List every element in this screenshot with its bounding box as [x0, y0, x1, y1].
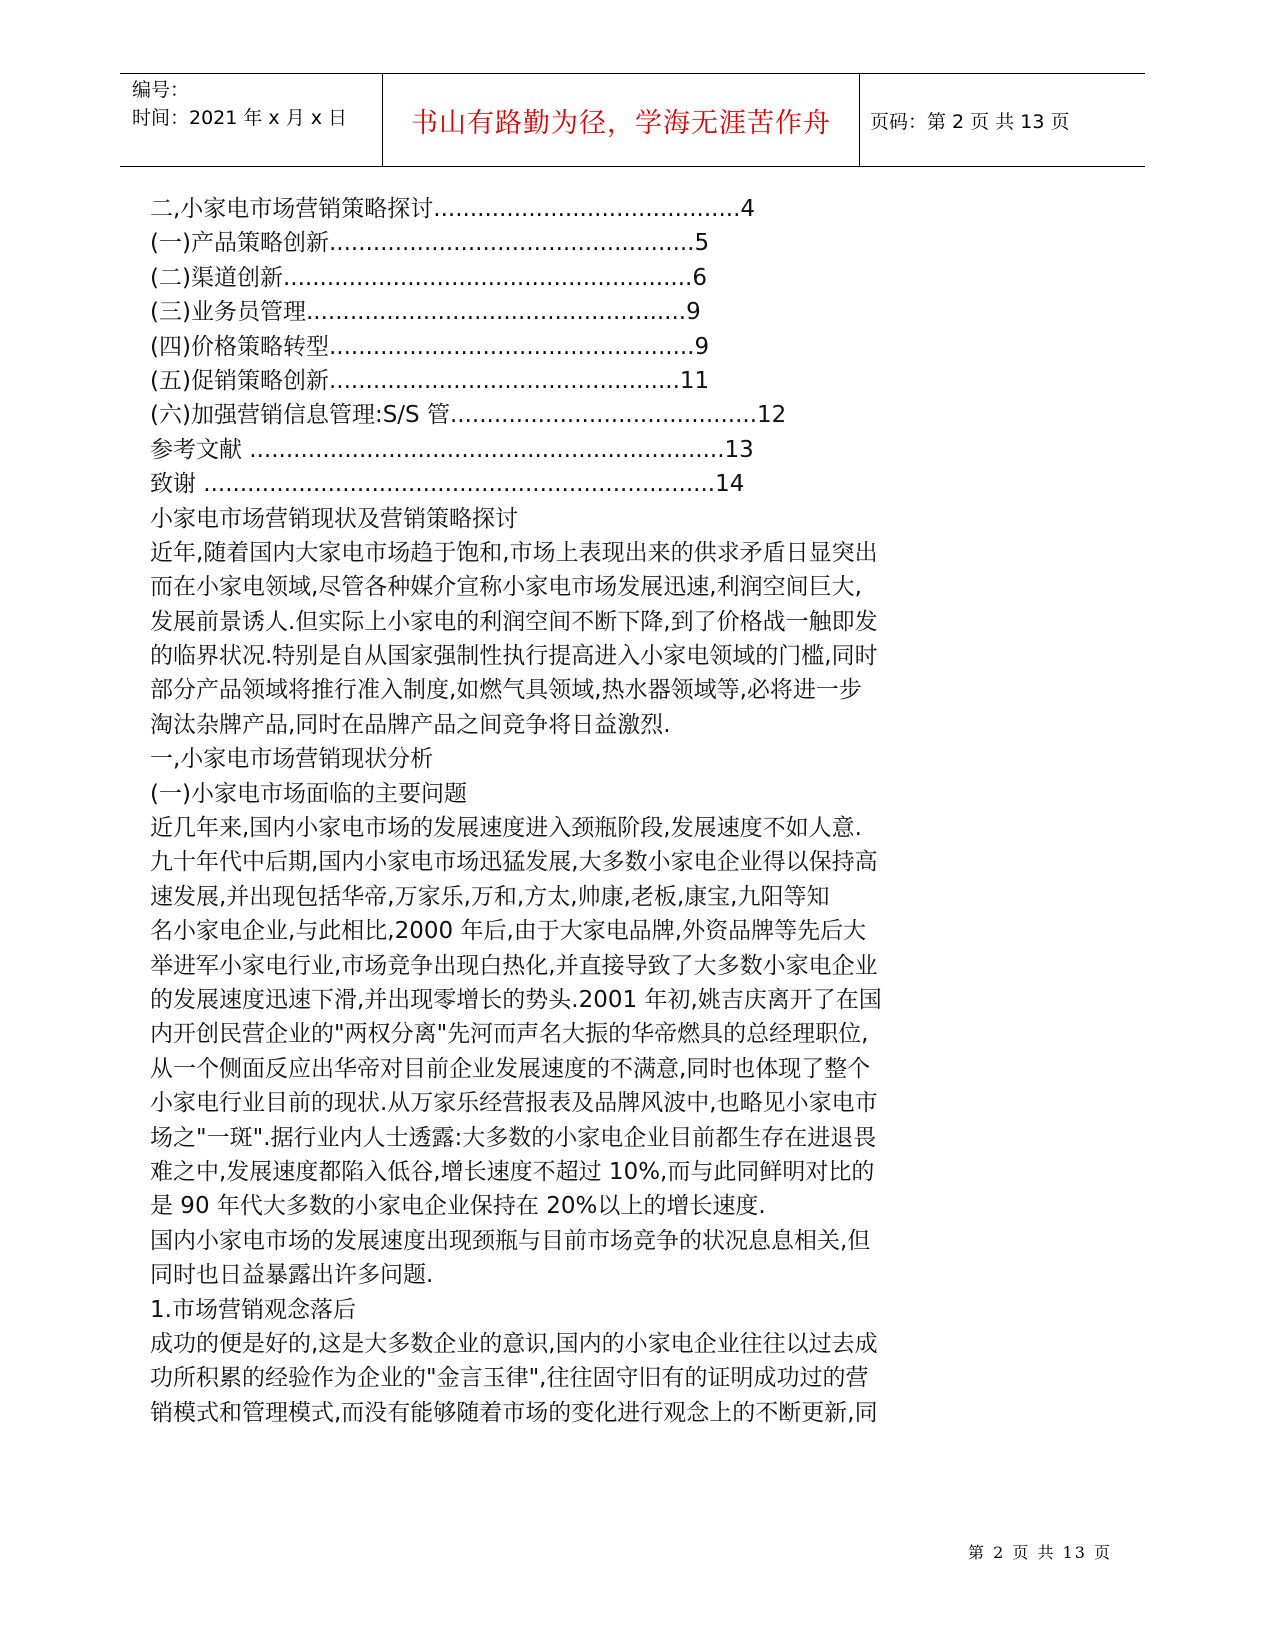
toc-entry: 二,小家电市场营销策略探讨..........................................4	[150, 196, 756, 222]
header-page-number: 页码：第 2 页 共 13 页	[870, 110, 1070, 133]
toc-entry: 致谢 ......................................................................14	[150, 471, 745, 498]
document-title: 小家电市场营销现状及营销策略探讨	[150, 505, 518, 532]
text-line: 是 90 年代大多数的小家电企业保持在 20%以上的增长速度.	[150, 1193, 766, 1220]
text-line: 的临界状况.特别是自从国家强制性执行提高进入小家电领域的门槛,同时	[150, 643, 878, 670]
toc-entry: (一)产品策略创新..................................................5	[150, 230, 710, 257]
text-line: 而在小家电领域,尽管各种媒介宣称小家电市场发展迅速,利润空间巨大,	[150, 574, 862, 601]
text-line: 发展前景诱人.但实际上小家电的利润空间不断下降,到了价格战一触即发	[150, 608, 878, 635]
text-line: 九十年代中后期,国内小家电市场迅猛发展,大多数小家电企业得以保持高	[150, 849, 878, 876]
text-line: 淘汰杂牌产品,同时在品牌产品之间竞争将日益激烈.	[150, 711, 671, 738]
text-line: 场之"一斑".据行业内人士透露:大多数的小家电企业目前都生存在进退畏	[150, 1124, 877, 1151]
text-line: 名小家电企业,与此相比,2000 年后,由于大家电品牌,外资品牌等先后大	[150, 918, 867, 945]
text-line: 成功的便是好的,这是大多数企业的意识,国内的小家电企业往往以过去成	[150, 1330, 878, 1357]
subsection-heading: (一)小家电市场面临的主要问题	[150, 780, 467, 807]
text-line: 近年,随着国内大家电市场趋于饱和,市场上表现出来的供求矛盾日显突出	[150, 539, 878, 566]
document-body	[150, 192, 970, 1430]
toc-entry: (四)价格策略转型..................................................9	[150, 333, 710, 360]
page-header	[120, 73, 1145, 167]
document-number-label: 编号：	[132, 79, 190, 101]
toc-entry: (三)业务员管理....................................................9	[150, 299, 701, 326]
header-meta	[132, 76, 372, 132]
toc-entry: 参考文献 .................................................................13	[150, 436, 754, 463]
text-line: 销模式和管理模式,而没有能够随着市场的变化进行观念上的不断更新,同	[150, 1399, 878, 1426]
toc-entry: (二)渠道创新........................................................6	[150, 264, 707, 291]
numbered-heading: 1.市场营销观念落后	[150, 1296, 356, 1323]
text-line: 近几年来,国内小家电市场的发展速度进入颈瓶阶段,发展速度不如人意.	[150, 815, 862, 842]
text-line: 难之中,发展速度都陷入低谷,增长速度不超过 10%,而与此同鲜明对比的	[150, 1158, 875, 1185]
text-line: 小家电行业目前的现状.从万家乐经营报表及品牌风波中,也略见小家电市	[150, 1090, 878, 1117]
document-content	[150, 502, 970, 1431]
text-line: 同时也日益暴露出许多问题.	[150, 1262, 434, 1289]
text-line: 内开创民营企业的"两权分离"先河而声名大振的华帝燃具的总经理职位,	[150, 1021, 869, 1048]
text-line: 国内小家电市场的发展速度出现颈瓶与目前市场竞争的状况息息相关,但	[150, 1227, 871, 1254]
text-line: 速发展,并出现包括华帝,万家乐,万和,方太,帅康,老板,康宝,九阳等知	[150, 883, 830, 910]
text-line: 的发展速度迅速下滑,并出现零增长的势头.2001 年初,姚吉庆离开了在国	[150, 986, 882, 1013]
text-line: 功所积累的经验作为企业的"金言玉律",往往固守旧有的证明成功过的营	[150, 1365, 869, 1392]
table-of-contents	[150, 192, 970, 502]
text-line: 举进军小家电行业,市场竞争出现白热化,并直接导致了大多数小家电企业	[150, 952, 878, 979]
section-heading: 一,小家电市场营销现状分析	[150, 746, 434, 773]
text-line: 从一个侧面反应出华帝对目前企业发展速度的不满意,同时也体现了整个	[150, 1055, 871, 1082]
page-footer-number: 第 2 页 共 13 页	[968, 1543, 1112, 1562]
document-time-label: 时间：2021 年 x 月 x 日	[132, 107, 348, 129]
toc-entry: (六)加强营销信息管理:S/S 管..........................................12	[150, 402, 787, 429]
header-motto: 书山有路勤为径，学海无涯苦作舟	[382, 74, 860, 166]
toc-entry: (五)促销策略创新................................................11	[150, 367, 710, 394]
text-line: 部分产品领域将推行准入制度,如燃气具领域,热水器领域等,必将进一步	[150, 677, 862, 704]
